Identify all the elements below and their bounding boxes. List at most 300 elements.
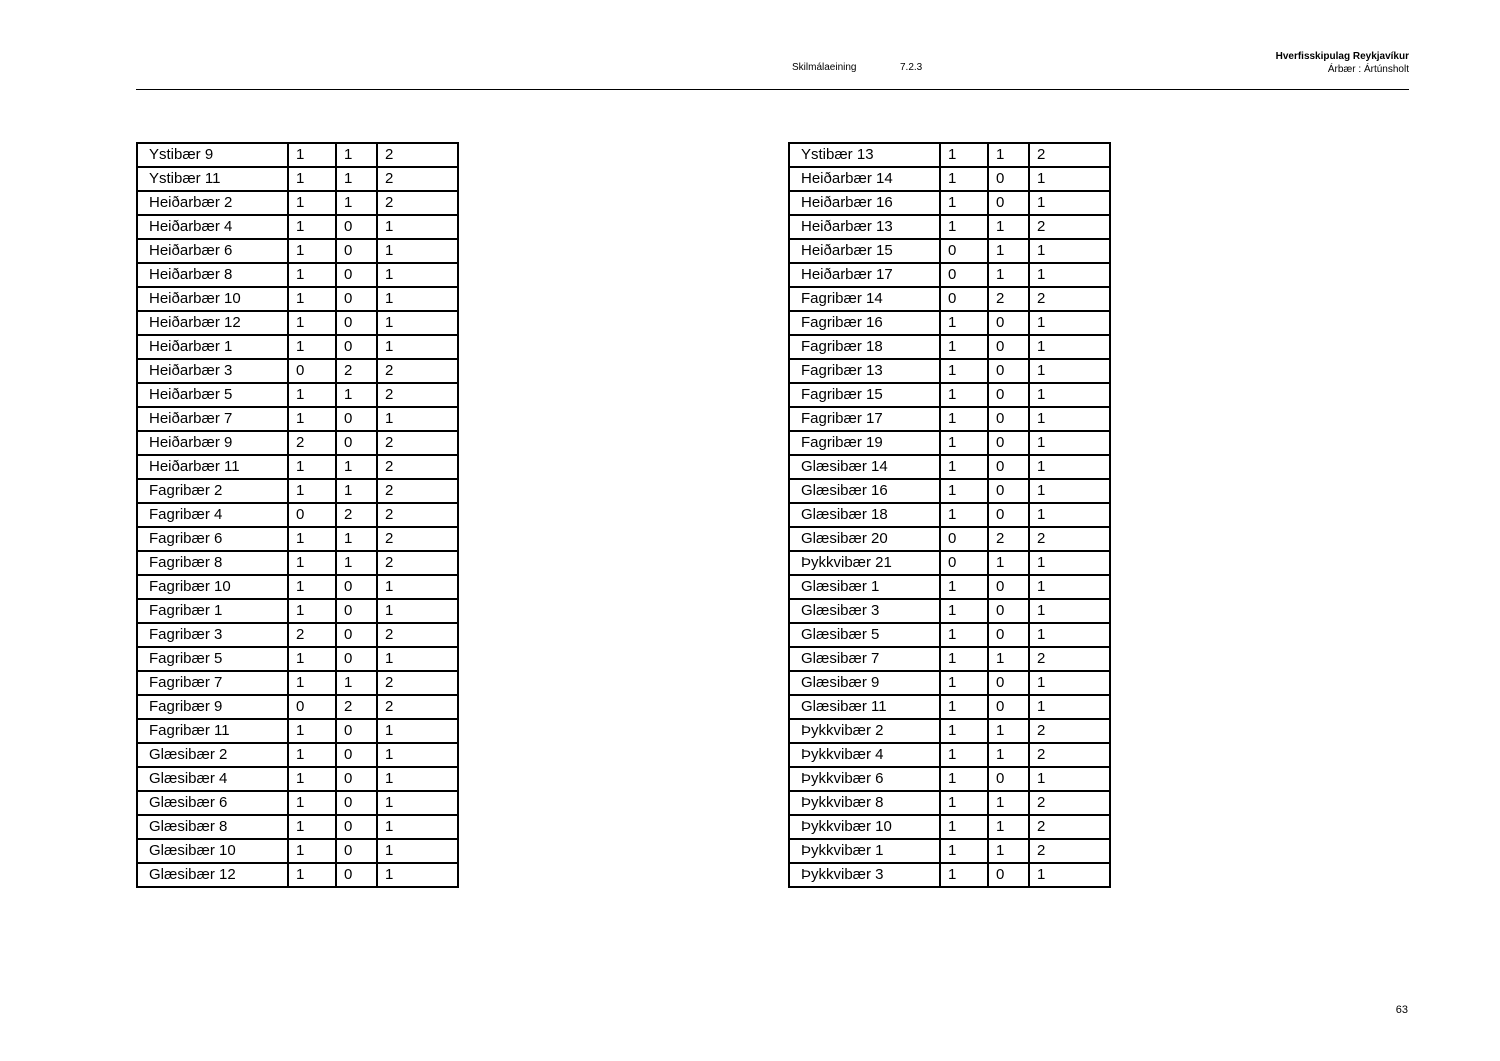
value-cell-1: 1: [288, 407, 336, 431]
value-cell-2: 0: [336, 215, 377, 239]
value-cell-2: 2: [988, 527, 1029, 551]
value-cell-3: 2: [377, 671, 458, 695]
table-row: [789, 839, 1110, 863]
value-cell-3: 1: [377, 719, 458, 743]
table-row: [789, 695, 1110, 719]
value-cell-2: 1: [988, 263, 1029, 287]
value-cell-3: 2: [1029, 287, 1110, 311]
address-cell: Glæsibær 10: [137, 839, 288, 863]
value-cell-3: 1: [1029, 263, 1110, 287]
table-row: [789, 215, 1110, 239]
value-cell-3: 1: [1029, 599, 1110, 623]
address-cell: Heiðarbær 3: [137, 359, 288, 383]
value-cell-3: 2: [1029, 647, 1110, 671]
table-row: [137, 359, 458, 383]
value-cell-1: 0: [288, 503, 336, 527]
header-unit: [792, 62, 923, 73]
value-cell-3: 1: [377, 407, 458, 431]
value-cell-3: 1: [1029, 311, 1110, 335]
address-cell: Fagribær 10: [137, 575, 288, 599]
value-cell-2: 1: [988, 143, 1029, 167]
value-cell-3: 2: [377, 551, 458, 575]
value-cell-2: 0: [988, 311, 1029, 335]
table-row: [789, 503, 1110, 527]
value-cell-3: 1: [1029, 431, 1110, 455]
table-row: [137, 743, 458, 767]
value-cell-1: 0: [940, 263, 988, 287]
address-cell: Heiðarbær 11: [137, 455, 288, 479]
value-cell-1: 1: [288, 863, 336, 887]
value-cell-2: 1: [988, 815, 1029, 839]
value-cell-1: 1: [940, 671, 988, 695]
address-cell: Heiðarbær 17: [789, 263, 940, 287]
value-cell-2: 1: [336, 551, 377, 575]
value-cell-2: 2: [988, 287, 1029, 311]
value-cell-1: 1: [288, 647, 336, 671]
value-cell-1: 1: [940, 431, 988, 455]
table-row: [137, 215, 458, 239]
address-cell: Glæsibær 8: [137, 815, 288, 839]
table-row: [789, 767, 1110, 791]
address-cell: Glæsibær 9: [789, 671, 940, 695]
value-cell-2: 0: [336, 647, 377, 671]
value-cell-2: 0: [336, 719, 377, 743]
value-cell-2: 1: [336, 671, 377, 695]
value-cell-3: 1: [377, 215, 458, 239]
value-cell-2: 0: [336, 599, 377, 623]
value-cell-2: 1: [336, 527, 377, 551]
address-cell: Þykkvibær 1: [789, 839, 940, 863]
address-cell: Fagribær 3: [137, 623, 288, 647]
table-row: [789, 863, 1110, 887]
value-cell-3: 2: [1029, 815, 1110, 839]
document-subtitle: Árbær : Ártúnsholt: [1327, 64, 1409, 75]
value-cell-1: 1: [288, 719, 336, 743]
value-cell-3: 2: [1029, 527, 1110, 551]
address-cell: Glæsibær 5: [789, 623, 940, 647]
value-cell-1: 0: [288, 359, 336, 383]
value-cell-2: 1: [336, 383, 377, 407]
document-title: Hverfisskipulag Reykjavíkur: [1275, 51, 1409, 62]
value-cell-1: 1: [940, 311, 988, 335]
address-cell: Heiðarbær 10: [137, 287, 288, 311]
value-cell-2: 0: [336, 575, 377, 599]
value-cell-2: 0: [988, 695, 1029, 719]
value-cell-3: 2: [377, 527, 458, 551]
value-cell-1: 1: [288, 479, 336, 503]
value-cell-1: 0: [940, 239, 988, 263]
value-cell-3: 1: [377, 575, 458, 599]
table-row: [137, 455, 458, 479]
table-row: [789, 575, 1110, 599]
table-left: [136, 142, 459, 888]
address-cell: Heiðarbær 1: [137, 335, 288, 359]
address-cell: Fagribær 18: [789, 335, 940, 359]
table-row: [137, 239, 458, 263]
table-row: [789, 815, 1110, 839]
table-row: [789, 647, 1110, 671]
value-cell-2: 0: [988, 431, 1029, 455]
value-cell-3: 2: [377, 167, 458, 191]
address-cell: Heiðarbær 4: [137, 215, 288, 239]
value-cell-1: 1: [288, 335, 336, 359]
value-cell-3: 2: [377, 479, 458, 503]
value-cell-2: 0: [988, 359, 1029, 383]
value-cell-1: 1: [288, 239, 336, 263]
value-cell-1: 1: [288, 839, 336, 863]
table-row: [789, 143, 1110, 167]
address-cell: Glæsibær 12: [137, 863, 288, 887]
value-cell-2: 0: [988, 455, 1029, 479]
value-cell-1: 1: [940, 719, 988, 743]
table-row: [789, 527, 1110, 551]
table-row: [137, 599, 458, 623]
value-cell-1: 1: [288, 767, 336, 791]
value-cell-3: 1: [1029, 167, 1110, 191]
value-cell-3: 1: [377, 311, 458, 335]
address-cell: Heiðarbær 13: [789, 215, 940, 239]
table-row: [789, 335, 1110, 359]
value-cell-1: 1: [288, 791, 336, 815]
value-cell-3: 1: [377, 647, 458, 671]
address-cell: Glæsibær 2: [137, 743, 288, 767]
address-cell: Fagribær 17: [789, 407, 940, 431]
value-cell-1: 1: [288, 743, 336, 767]
table-row: [137, 863, 458, 887]
value-cell-3: 1: [1029, 671, 1110, 695]
address-cell: Þykkvibær 2: [789, 719, 940, 743]
value-cell-2: 0: [988, 599, 1029, 623]
value-cell-1: 1: [288, 527, 336, 551]
address-cell: Heiðarbær 2: [137, 191, 288, 215]
table-row: [789, 479, 1110, 503]
table-row: [137, 647, 458, 671]
value-cell-3: 1: [377, 863, 458, 887]
value-cell-2: 1: [336, 479, 377, 503]
value-cell-1: 1: [940, 503, 988, 527]
table-row: [137, 431, 458, 455]
value-cell-2: 0: [988, 671, 1029, 695]
value-cell-1: 1: [940, 143, 988, 167]
table-row: [789, 791, 1110, 815]
address-cell: Glæsibær 20: [789, 527, 940, 551]
value-cell-1: 1: [940, 335, 988, 359]
value-cell-1: 0: [940, 287, 988, 311]
address-cell: Fagribær 6: [137, 527, 288, 551]
address-cell: Glæsibær 4: [137, 767, 288, 791]
value-cell-2: 1: [336, 167, 377, 191]
table-row: [137, 191, 458, 215]
value-cell-3: 2: [377, 359, 458, 383]
value-cell-1: 1: [940, 575, 988, 599]
unit-label: Skilmálaeining: [792, 62, 857, 73]
value-cell-3: 2: [377, 455, 458, 479]
value-cell-3: 2: [377, 143, 458, 167]
address-cell: Fagribær 16: [789, 311, 940, 335]
table-row: [789, 383, 1110, 407]
value-cell-2: 0: [336, 767, 377, 791]
value-cell-3: 1: [1029, 383, 1110, 407]
value-cell-2: 0: [336, 311, 377, 335]
address-cell: Fagribær 19: [789, 431, 940, 455]
value-cell-2: 0: [988, 383, 1029, 407]
value-cell-1: 0: [288, 695, 336, 719]
value-cell-3: 2: [1029, 215, 1110, 239]
value-cell-2: 0: [336, 239, 377, 263]
value-cell-3: 1: [1029, 191, 1110, 215]
address-cell: Fagribær 2: [137, 479, 288, 503]
table-row: [789, 167, 1110, 191]
value-cell-2: 0: [988, 167, 1029, 191]
table-row: [137, 527, 458, 551]
value-cell-1: 1: [940, 839, 988, 863]
address-cell: Heiðarbær 6: [137, 239, 288, 263]
address-cell: Heiðarbær 12: [137, 311, 288, 335]
value-cell-3: 1: [377, 263, 458, 287]
value-cell-3: 1: [1029, 335, 1110, 359]
value-cell-2: 1: [988, 647, 1029, 671]
table-row: [789, 287, 1110, 311]
value-cell-1: 1: [940, 407, 988, 431]
value-cell-3: 2: [377, 191, 458, 215]
value-cell-1: 1: [288, 599, 336, 623]
table-row: [137, 143, 458, 167]
value-cell-3: 2: [377, 623, 458, 647]
address-cell: Þykkvibær 4: [789, 743, 940, 767]
table-row: [137, 623, 458, 647]
table-row: [137, 335, 458, 359]
address-cell: Ystibær 13: [789, 143, 940, 167]
value-cell-3: 2: [377, 431, 458, 455]
table-row: [789, 719, 1110, 743]
value-cell-3: 1: [1029, 863, 1110, 887]
value-cell-2: 1: [988, 743, 1029, 767]
table-row: [137, 263, 458, 287]
value-cell-1: 1: [940, 863, 988, 887]
address-cell: Glæsibær 6: [137, 791, 288, 815]
value-cell-1: 1: [940, 695, 988, 719]
value-cell-2: 1: [988, 215, 1029, 239]
value-cell-2: 1: [336, 455, 377, 479]
value-cell-3: 1: [1029, 455, 1110, 479]
address-cell: Fagribær 15: [789, 383, 940, 407]
address-cell: Glæsibær 16: [789, 479, 940, 503]
value-cell-1: 1: [288, 815, 336, 839]
value-cell-2: 0: [336, 287, 377, 311]
value-cell-3: 1: [377, 239, 458, 263]
address-cell: Fagribær 13: [789, 359, 940, 383]
table-row: [789, 431, 1110, 455]
header-divider: [136, 89, 1409, 90]
value-cell-3: 1: [377, 743, 458, 767]
value-cell-3: 1: [1029, 503, 1110, 527]
value-cell-2: 0: [336, 815, 377, 839]
value-cell-3: 2: [1029, 143, 1110, 167]
address-cell: Heiðarbær 16: [789, 191, 940, 215]
value-cell-2: 0: [988, 335, 1029, 359]
value-cell-1: 1: [288, 143, 336, 167]
table-row: [137, 575, 458, 599]
table-row: [137, 287, 458, 311]
value-cell-1: 1: [940, 815, 988, 839]
value-cell-3: 1: [1029, 623, 1110, 647]
value-cell-3: 1: [1029, 479, 1110, 503]
address-cell: Fagribær 1: [137, 599, 288, 623]
table-row: [789, 623, 1110, 647]
page-number: 63: [1395, 1004, 1408, 1016]
address-cell: Heiðarbær 5: [137, 383, 288, 407]
table-row: [789, 239, 1110, 263]
value-cell-3: 1: [1029, 407, 1110, 431]
address-cell: Glæsibær 18: [789, 503, 940, 527]
value-cell-3: 1: [377, 767, 458, 791]
value-cell-3: 2: [1029, 719, 1110, 743]
value-cell-2: 0: [336, 263, 377, 287]
value-cell-2: 0: [336, 863, 377, 887]
value-cell-3: 2: [377, 383, 458, 407]
value-cell-3: 1: [1029, 575, 1110, 599]
value-cell-2: 1: [988, 791, 1029, 815]
value-cell-1: 1: [940, 599, 988, 623]
value-cell-1: 1: [940, 647, 988, 671]
value-cell-3: 2: [1029, 839, 1110, 863]
value-cell-2: 0: [988, 407, 1029, 431]
address-cell: Heiðarbær 9: [137, 431, 288, 455]
value-cell-2: 0: [336, 431, 377, 455]
value-cell-1: 2: [288, 431, 336, 455]
unit-number: 7.2.3: [900, 62, 923, 73]
table-row: [789, 455, 1110, 479]
value-cell-2: 1: [988, 551, 1029, 575]
value-cell-3: 1: [377, 335, 458, 359]
address-cell: Glæsibær 14: [789, 455, 940, 479]
value-cell-1: 1: [288, 575, 336, 599]
value-cell-2: 0: [988, 191, 1029, 215]
table-row: [789, 407, 1110, 431]
address-cell: Fagribær 11: [137, 719, 288, 743]
value-cell-3: 1: [1029, 359, 1110, 383]
address-cell: Fagribær 9: [137, 695, 288, 719]
value-cell-1: 1: [940, 479, 988, 503]
value-cell-3: 1: [377, 599, 458, 623]
value-cell-1: 1: [288, 671, 336, 695]
value-cell-1: 1: [940, 383, 988, 407]
value-cell-1: 1: [940, 767, 988, 791]
table-row: [137, 311, 458, 335]
value-cell-1: 1: [940, 215, 988, 239]
address-cell: Fagribær 4: [137, 503, 288, 527]
table-row: [137, 719, 458, 743]
value-cell-2: 0: [336, 839, 377, 863]
value-cell-1: 0: [940, 527, 988, 551]
address-cell: Heiðarbær 8: [137, 263, 288, 287]
table-right: [788, 142, 1111, 888]
table-row: [789, 191, 1110, 215]
value-cell-3: 1: [377, 839, 458, 863]
table-row: [137, 839, 458, 863]
table-row: [137, 407, 458, 431]
value-cell-3: 2: [1029, 743, 1110, 767]
value-cell-1: 1: [288, 311, 336, 335]
value-cell-2: 2: [336, 359, 377, 383]
value-cell-2: 0: [336, 407, 377, 431]
value-cell-3: 1: [377, 815, 458, 839]
address-cell: Fagribær 5: [137, 647, 288, 671]
value-cell-1: 2: [288, 623, 336, 647]
address-cell: Fagribær 8: [137, 551, 288, 575]
address-cell: Þykkvibær 8: [789, 791, 940, 815]
value-cell-2: 1: [336, 143, 377, 167]
value-cell-2: 2: [336, 695, 377, 719]
value-cell-2: 0: [336, 791, 377, 815]
address-cell: Heiðarbær 7: [137, 407, 288, 431]
table-row: [137, 815, 458, 839]
table-row: [789, 263, 1110, 287]
value-cell-2: 0: [988, 767, 1029, 791]
value-cell-2: 1: [988, 719, 1029, 743]
table-row: [137, 791, 458, 815]
table-row: [789, 671, 1110, 695]
value-cell-2: 0: [988, 479, 1029, 503]
address-cell: Fagribær 14: [789, 287, 940, 311]
table-row: [789, 551, 1110, 575]
value-cell-1: 1: [940, 743, 988, 767]
value-cell-2: 0: [988, 503, 1029, 527]
value-cell-1: 1: [288, 191, 336, 215]
address-cell: Þykkvibær 6: [789, 767, 940, 791]
value-cell-1: 1: [288, 383, 336, 407]
address-cell: Glæsibær 1: [789, 575, 940, 599]
value-cell-2: 1: [336, 191, 377, 215]
value-cell-3: 1: [1029, 767, 1110, 791]
address-cell: Glæsibær 7: [789, 647, 940, 671]
value-cell-1: 1: [940, 791, 988, 815]
document-header: [1276, 50, 1409, 76]
table-row: [789, 359, 1110, 383]
table-row: [137, 479, 458, 503]
value-cell-2: 0: [988, 623, 1029, 647]
table-row: [789, 743, 1110, 767]
value-cell-2: 0: [336, 743, 377, 767]
value-cell-1: 1: [940, 359, 988, 383]
value-cell-2: 0: [988, 863, 1029, 887]
value-cell-1: 1: [940, 191, 988, 215]
value-cell-1: 1: [940, 167, 988, 191]
table-row: [789, 311, 1110, 335]
value-cell-2: 2: [336, 503, 377, 527]
value-cell-2: 1: [988, 839, 1029, 863]
value-cell-2: 0: [988, 575, 1029, 599]
table-row: [137, 671, 458, 695]
value-cell-3: 1: [1029, 239, 1110, 263]
value-cell-1: 0: [940, 551, 988, 575]
table-row: [789, 599, 1110, 623]
table-row: [137, 551, 458, 575]
value-cell-2: 0: [336, 623, 377, 647]
address-cell: Heiðarbær 15: [789, 239, 940, 263]
table-row: [137, 167, 458, 191]
value-cell-3: 1: [1029, 695, 1110, 719]
value-cell-3: 2: [377, 503, 458, 527]
address-cell: Ystibær 9: [137, 143, 288, 167]
value-cell-1: 1: [288, 215, 336, 239]
value-cell-1: 1: [288, 455, 336, 479]
value-cell-1: 1: [288, 551, 336, 575]
value-cell-3: 1: [377, 287, 458, 311]
table-row: [137, 503, 458, 527]
value-cell-2: 1: [988, 239, 1029, 263]
address-cell: Ystibær 11: [137, 167, 288, 191]
